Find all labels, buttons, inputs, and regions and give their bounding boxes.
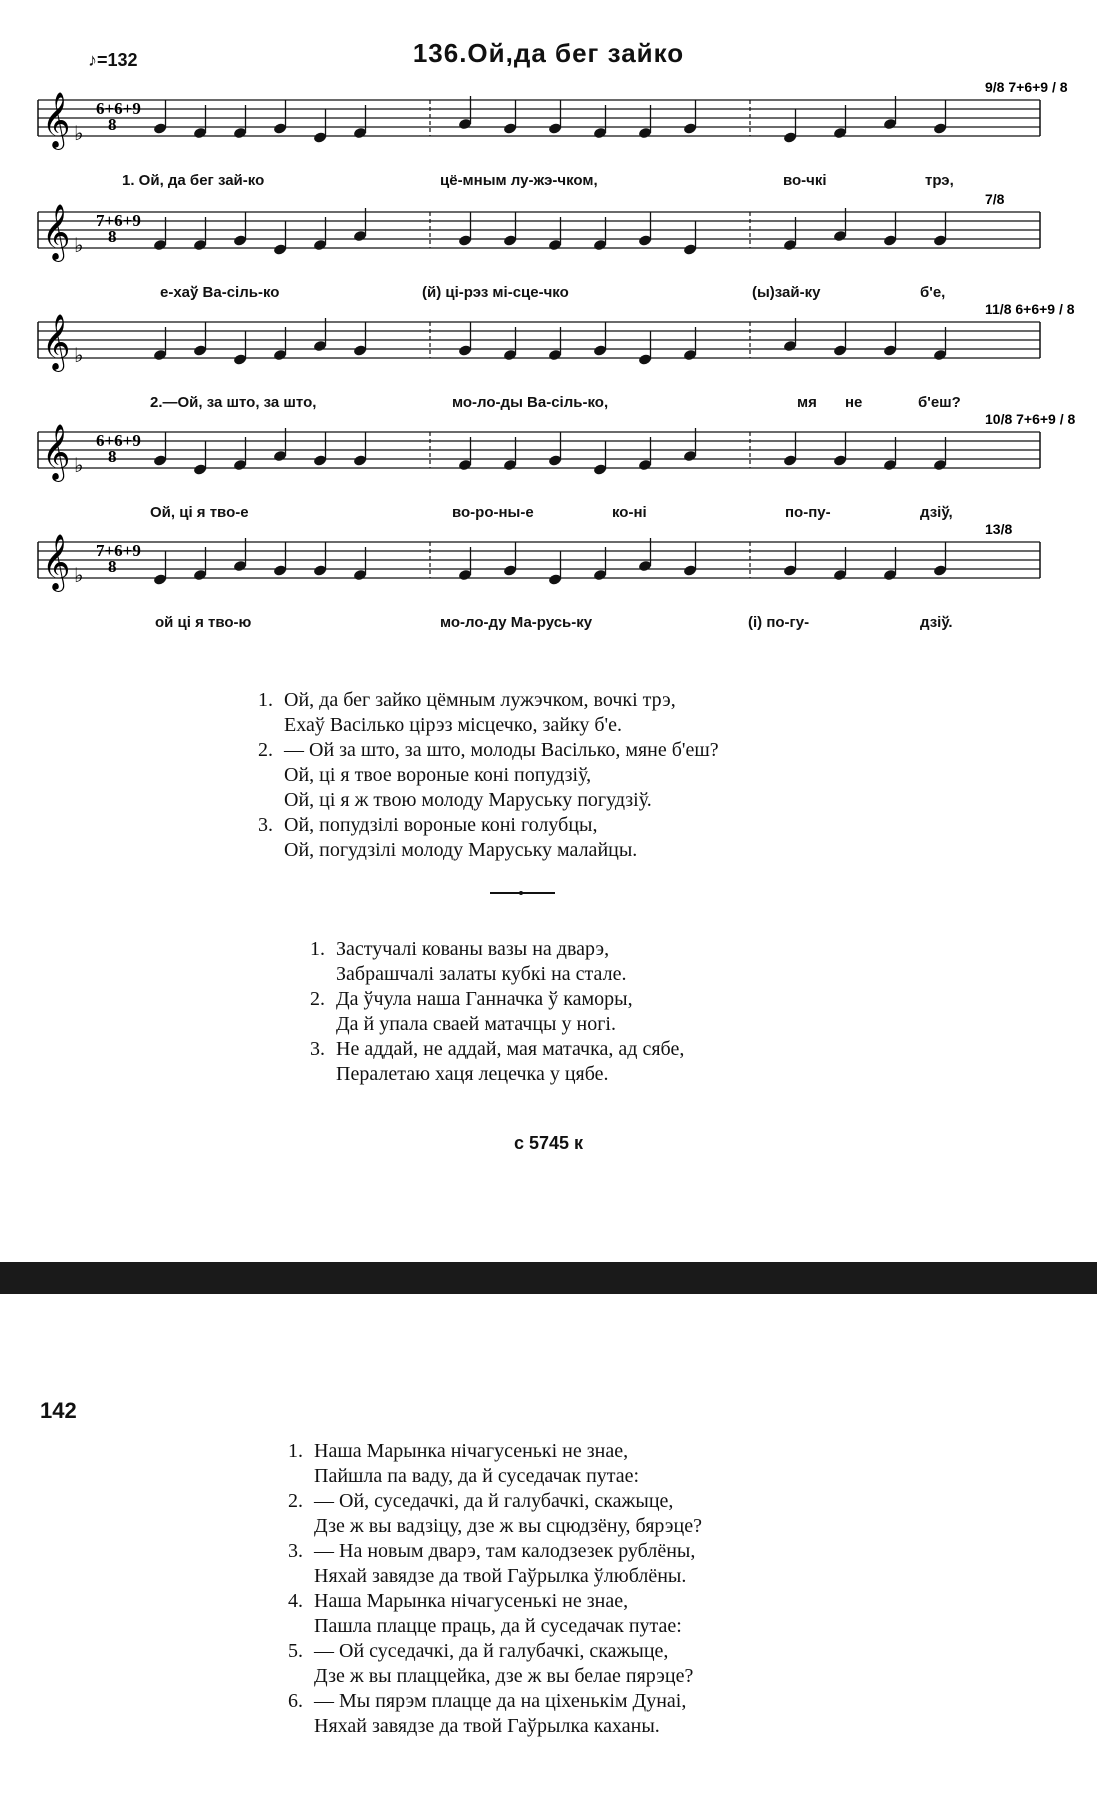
second-song-verses <box>310 937 684 1087</box>
lyric-syllables: не <box>845 394 863 411</box>
lyric-syllables: по-пу- <box>785 504 831 521</box>
verse-line <box>288 1614 702 1639</box>
svg-text:8: 8 <box>108 447 117 466</box>
lyric-syllables: ко-ні <box>612 504 647 521</box>
treble-clef-icon: 𝄞 <box>42 424 71 480</box>
svg-text:9/8 7+6+9 / 8: 9/8 7+6+9 / 8 <box>985 80 1068 95</box>
verse-text: Ой, ці я твое вороные коні попудзіў, <box>284 764 592 786</box>
verse-number: 3. <box>288 1540 303 1562</box>
treble-clef-icon: 𝄞 <box>42 204 71 260</box>
treble-clef-icon: 𝄞 <box>42 534 71 590</box>
lyric-syllables: 1. Ой, да бег зай-ко <box>122 172 265 189</box>
lyric-syllables: дзіў. <box>920 614 953 631</box>
verse-text: Ой, погудзілі молоду Маруську малайцы. <box>284 839 638 861</box>
verse-text: — На новым дварэ, там калодзезек рублёны, <box>314 1540 696 1562</box>
verse-number: 2. <box>258 739 273 761</box>
svg-text:8: 8 <box>108 227 117 246</box>
verse-line <box>288 1489 702 1514</box>
lyric-syllables: мо-ло-ды Ва-сіль-ко, <box>452 394 609 411</box>
flat-icon: ♭ <box>74 563 84 587</box>
verse-line <box>310 1037 684 1062</box>
song-title: 136.Ой,да бег зайко <box>412 38 685 68</box>
flat-icon: ♭ <box>74 343 84 367</box>
verse-line <box>310 1012 684 1037</box>
lyric-syllables: мя <box>797 394 817 411</box>
verse-text: Ой, попудзілі вороные коні голубцы, <box>284 814 598 836</box>
verse-text: Пайшла па ваду, да й суседачак путае: <box>314 1465 640 1487</box>
verse-number: 1. <box>310 938 325 960</box>
flat-icon: ♭ <box>74 121 84 145</box>
flat-icon: ♭ <box>74 453 84 477</box>
verse-text: Да й упала сваей матачцы у ногі. <box>336 1013 616 1035</box>
lyric-syllables: дзіў, <box>920 504 953 521</box>
verse-text: Дзе ж вы плаццейка, дзе ж вы белае пярэце? <box>314 1665 694 1687</box>
verse-text: Ехаў Васілько цірэз місцечко, зайку б'е. <box>284 714 623 736</box>
verse-line <box>310 1062 684 1087</box>
page2-verses <box>288 1439 702 1739</box>
svg-text:10/8 7+6+9 / 8: 10/8 7+6+9 / 8 <box>985 412 1076 427</box>
verse-text: Застучалі кованы вазы на дварэ, <box>336 938 610 960</box>
verse-line <box>288 1689 702 1714</box>
svg-text:7/8: 7/8 <box>985 192 1005 207</box>
verse-line <box>288 1464 702 1489</box>
verse-text: Няхай завядзе да твой Гаўрылка каханы. <box>314 1715 660 1737</box>
verse-line <box>288 1539 702 1564</box>
lyric-syllables: (ы)зай-ку <box>752 284 821 301</box>
verse-line <box>310 987 684 1012</box>
verse-text: — Мы пярэм плацце да на ціхенькім Дунаі, <box>314 1690 687 1712</box>
section-separator <box>490 892 555 894</box>
svg-text:11/8 6+6+9 / 8: 11/8 6+6+9 / 8 <box>985 302 1075 317</box>
lyric-syllables: е-хаў Ва-сіль-ко <box>160 284 280 301</box>
verse-line <box>310 937 684 962</box>
verse-number: 6. <box>288 1690 303 1712</box>
treble-clef-icon: 𝄞 <box>42 314 71 370</box>
lyric-syllables: ой ці я тво-ю <box>155 614 252 631</box>
verse-number: 2. <box>310 988 325 1010</box>
verse-text: Забрашчалі залаты кубкі на стале. <box>336 963 627 985</box>
lyric-syllables: 2.—Ой, за што, за што, <box>150 394 317 411</box>
verse-line <box>288 1589 702 1614</box>
svg-text:6+6+9: 6+6+9 <box>96 99 141 118</box>
lyric-syllables: во-чкі <box>783 172 827 189</box>
verse-number: 1. <box>258 689 273 711</box>
verse-line <box>258 813 719 838</box>
lyric-syllables: Ой, ці я тво-е <box>150 504 249 521</box>
page-number: 142 <box>40 1398 77 1423</box>
song-verses <box>258 688 719 863</box>
verse-text: Дзе ж вы вадзіцу, дзе ж вы сцюдзёну, бярэце? <box>314 1515 702 1537</box>
svg-text:7+6+9: 7+6+9 <box>96 541 141 560</box>
svg-text:8: 8 <box>108 557 117 576</box>
verse-line <box>310 962 684 987</box>
verse-number: 3. <box>310 1038 325 1060</box>
verse-number: 2. <box>288 1490 303 1512</box>
verse-text: — Ой, суседачкі, да й галубачкі, скажыце, <box>314 1490 674 1512</box>
verse-line <box>258 838 719 863</box>
lyric-syllables: б'е, <box>920 284 946 301</box>
lyric-syllables: во-ро-ны-е <box>452 504 534 521</box>
verse-number: 4. <box>288 1590 303 1612</box>
svg-text:13/8: 13/8 <box>985 522 1013 537</box>
verse-line <box>288 1564 702 1589</box>
lyric-syllables: цё-мным лу-жэ-чком, <box>440 172 598 189</box>
verse-line <box>288 1639 702 1664</box>
verse-text: Не аддай, не аддай, мая матачка, ад сябе, <box>336 1038 685 1060</box>
verse-number: 1. <box>288 1440 303 1462</box>
svg-text:7+6+9: 7+6+9 <box>96 211 141 230</box>
verse-text: — Ой за што, за што, молоды Васілько, мяне б'еш? <box>284 739 719 761</box>
treble-clef-icon: 𝄞 <box>42 92 71 148</box>
verse-line <box>288 1514 702 1539</box>
verse-text: Пашла плацце праць, да й суседачак путае: <box>314 1615 682 1637</box>
verse-number: 5. <box>288 1640 303 1662</box>
verse-line <box>258 688 719 713</box>
verse-line <box>288 1439 702 1464</box>
lyric-syllables: (й) ці-рэз мі-сце-чко <box>422 284 569 301</box>
verse-text: Наша Марынка нічагусенькі не знае, <box>314 1440 629 1462</box>
lyric-syllables: (і) по-гу- <box>748 614 810 631</box>
lyric-syllables: б'еш? <box>918 394 961 411</box>
catalog-code: с 5745 к <box>513 1133 584 1153</box>
lyric-syllables: трэ, <box>925 172 954 189</box>
verse-line <box>258 788 719 813</box>
svg-text:8: 8 <box>108 115 117 134</box>
verse-line <box>258 738 719 763</box>
page-divider <box>0 1262 1097 1294</box>
verse-text: Да ўчула наша Ганначка ў каморы, <box>336 988 633 1010</box>
flat-icon: ♭ <box>74 233 84 257</box>
verse-text: — Ой суседачкі, да й галубачкі, скажыце, <box>314 1640 669 1662</box>
verse-text: Пералетаю хаця лецечка у цябе. <box>336 1063 609 1085</box>
lyric-syllables: мо-ло-ду Ма-русь-ку <box>440 614 593 631</box>
verse-number: 3. <box>258 814 273 836</box>
tempo-marking: ♪=132 <box>88 50 138 70</box>
verse-text: Наша Марынка нічагусенькі не знае, <box>314 1590 629 1612</box>
verse-text: Ой, да бег зайко цёмным лужэчком, вочкі трэ, <box>284 689 676 711</box>
verse-line <box>288 1714 702 1739</box>
verse-line <box>288 1664 702 1689</box>
verse-text: Ой, ці я ж твою молоду Маруську погудзіў. <box>284 789 652 811</box>
verse-text: Няхай завядзе да твой Гаўрылка ўлюблёны. <box>314 1565 687 1587</box>
verse-line <box>258 763 719 788</box>
svg-text:6+6+9: 6+6+9 <box>96 431 141 450</box>
verse-line <box>258 713 719 738</box>
